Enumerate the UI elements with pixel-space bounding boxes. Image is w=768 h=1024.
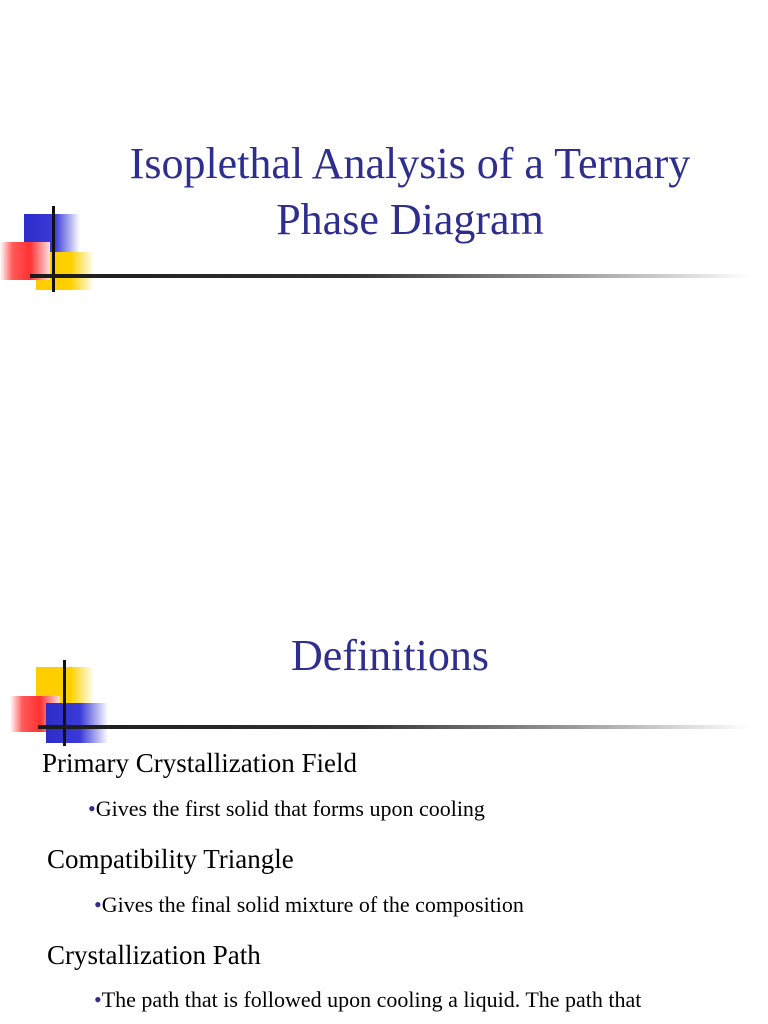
list-item [94,892,524,918]
definition-term: Compatibility Triangle [47,844,294,874]
definition-term: Primary Crystallization Field [42,748,357,778]
slide-title-line-2: Phase Diagram [276,195,544,244]
logo-blue-square [46,703,108,743]
sub-bullet-dot: • [88,796,96,821]
definition-detail: The path that is followed upon cooling a liquid. The path that [101,987,642,1012]
slide-title-line-1: Isoplethal Analysis of a Ternary [129,139,691,188]
definitions-slide [0,600,768,1024]
title-divider-line [30,274,750,278]
logo-vertical-line [63,660,66,746]
list-item [42,748,357,779]
logo-vertical-line [52,206,55,292]
title-divider-line [38,725,750,729]
definition-term: Crystallization Path [47,940,261,970]
sub-bullet-dot: • [94,987,102,1012]
list-item [47,844,294,875]
sub-bullet-dot: • [94,892,102,917]
slide-title [70,136,750,248]
list-item [47,940,261,971]
slide-title: Definitions [291,631,489,680]
definition-detail: Gives the final solid mixture of the composition [101,892,524,917]
definition-detail: Gives the first solid that forms upon cooling [95,796,485,821]
list-item [94,987,641,1013]
list-item [88,796,485,822]
